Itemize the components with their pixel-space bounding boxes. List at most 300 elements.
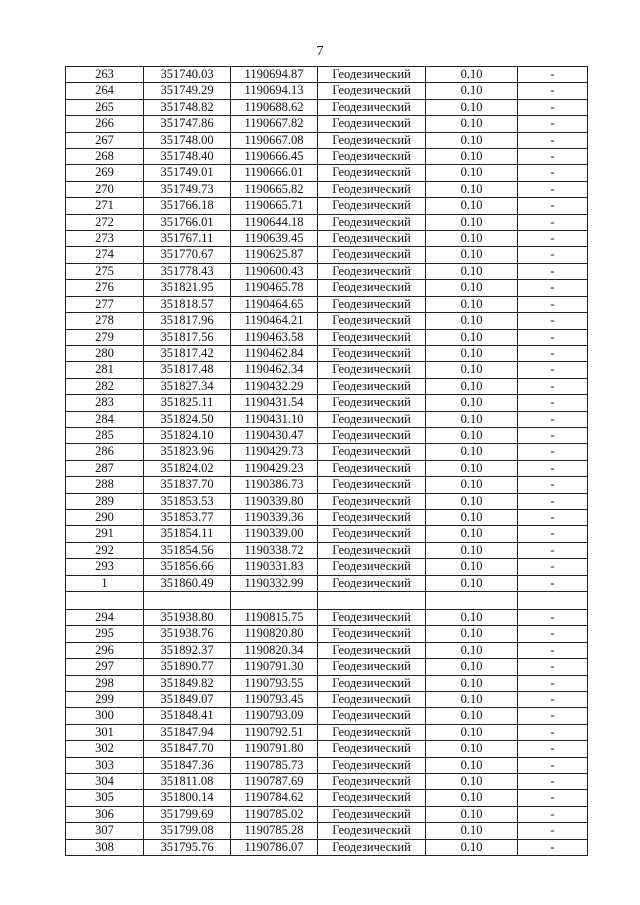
point-number-cell: 280: [66, 345, 144, 361]
method-cell: Геодезический: [318, 642, 426, 658]
accuracy-cell: 0.10: [426, 149, 518, 165]
x-coordinate-cell: 351837.70: [144, 477, 231, 493]
description-cell: -: [518, 231, 588, 247]
description-cell: -: [518, 675, 588, 691]
point-number-cell: 285: [66, 427, 144, 443]
description-cell: -: [518, 181, 588, 197]
point-number-cell: 263: [66, 67, 144, 83]
accuracy-cell: 0.10: [426, 181, 518, 197]
accuracy-cell: 0.10: [426, 214, 518, 230]
method-cell: Геодезический: [318, 542, 426, 558]
description-cell: -: [518, 790, 588, 806]
method-cell: Геодезический: [318, 83, 426, 99]
x-coordinate-cell: 351824.50: [144, 411, 231, 427]
table-row: [66, 626, 588, 642]
table-row: [66, 708, 588, 724]
x-coordinate-cell: 351795.76: [144, 839, 231, 855]
accuracy-cell: 0.10: [426, 642, 518, 658]
table-row: [66, 132, 588, 148]
point-number-cell: 264: [66, 83, 144, 99]
x-coordinate-cell: 351766.18: [144, 198, 231, 214]
point-number-cell: 1: [66, 575, 144, 591]
x-coordinate-cell: 351818.57: [144, 296, 231, 312]
description-cell: -: [518, 774, 588, 790]
y-coordinate-cell: 1190820.34: [231, 642, 318, 658]
x-coordinate-cell: 351890.77: [144, 659, 231, 675]
description-cell: -: [518, 132, 588, 148]
point-number-cell: 296: [66, 642, 144, 658]
x-coordinate-cell: 351823.96: [144, 444, 231, 460]
accuracy-cell: 0.10: [426, 329, 518, 345]
y-coordinate-cell: 1190785.73: [231, 757, 318, 773]
description-cell: -: [518, 757, 588, 773]
point-number-cell: 299: [66, 692, 144, 708]
coordinates-table: [65, 66, 588, 856]
x-coordinate-cell: 351817.96: [144, 313, 231, 329]
description-cell: -: [518, 692, 588, 708]
x-coordinate-cell: 351847.94: [144, 724, 231, 740]
y-coordinate-cell: 1190465.78: [231, 280, 318, 296]
y-coordinate-cell: 1190339.00: [231, 526, 318, 542]
y-coordinate-cell: 1190792.51: [231, 724, 318, 740]
x-coordinate-cell: 351824.02: [144, 460, 231, 476]
y-coordinate-cell: 1190787.69: [231, 774, 318, 790]
method-cell: Геодезический: [318, 559, 426, 575]
y-coordinate-cell: 1190666.45: [231, 149, 318, 165]
accuracy-cell: 0.10: [426, 575, 518, 591]
description-cell: -: [518, 575, 588, 591]
point-number-cell: 290: [66, 509, 144, 525]
table-row: [66, 774, 588, 790]
x-coordinate-cell: 351770.67: [144, 247, 231, 263]
table-row: [66, 99, 588, 115]
table-row: [66, 427, 588, 443]
x-coordinate-cell: 351817.56: [144, 329, 231, 345]
point-number-cell: 278: [66, 313, 144, 329]
table-row: [66, 575, 588, 591]
point-number-cell: 276: [66, 280, 144, 296]
method-cell: Геодезический: [318, 444, 426, 460]
y-coordinate-cell: 1190688.62: [231, 99, 318, 115]
description-cell: -: [518, 477, 588, 493]
method-cell: Геодезический: [318, 165, 426, 181]
accuracy-cell: 0.10: [426, 477, 518, 493]
x-coordinate-cell: 351799.69: [144, 806, 231, 822]
table-row: [66, 477, 588, 493]
y-coordinate-cell: 1190331.83: [231, 559, 318, 575]
description-cell: -: [518, 839, 588, 855]
description-cell: -: [518, 542, 588, 558]
table-row: [66, 839, 588, 855]
description-cell: -: [518, 559, 588, 575]
table-row: [66, 559, 588, 575]
accuracy-cell: 0.10: [426, 263, 518, 279]
table-row: [66, 165, 588, 181]
point-number-cell: 281: [66, 362, 144, 378]
x-coordinate-cell: 351748.82: [144, 99, 231, 115]
point-number-cell: 277: [66, 296, 144, 312]
table-row: [66, 542, 588, 558]
x-coordinate-cell: 351749.73: [144, 181, 231, 197]
separator-row: [66, 592, 588, 610]
accuracy-cell: 0.10: [426, 741, 518, 757]
accuracy-cell: 0.10: [426, 83, 518, 99]
point-number-cell: 271: [66, 198, 144, 214]
y-coordinate-cell: 1190793.45: [231, 692, 318, 708]
table-row: [66, 460, 588, 476]
accuracy-cell: 0.10: [426, 757, 518, 773]
table-row: [66, 83, 588, 99]
y-coordinate-cell: [231, 592, 318, 610]
x-coordinate-cell: 351938.76: [144, 626, 231, 642]
point-number-cell: 268: [66, 149, 144, 165]
y-coordinate-cell: 1190431.54: [231, 395, 318, 411]
table-row: [66, 345, 588, 361]
table-row: [66, 659, 588, 675]
y-coordinate-cell: 1190332.99: [231, 575, 318, 591]
x-coordinate-cell: 351799.08: [144, 823, 231, 839]
accuracy-cell: 0.10: [426, 839, 518, 855]
y-coordinate-cell: 1190785.02: [231, 806, 318, 822]
description-cell: -: [518, 395, 588, 411]
table-row: [66, 790, 588, 806]
y-coordinate-cell: 1190820.80: [231, 626, 318, 642]
table-row: [66, 198, 588, 214]
x-coordinate-cell: 351748.00: [144, 132, 231, 148]
x-coordinate-cell: 351860.49: [144, 575, 231, 591]
table-row: [66, 181, 588, 197]
accuracy-cell: 0.10: [426, 198, 518, 214]
y-coordinate-cell: 1190429.73: [231, 444, 318, 460]
method-cell: Геодезический: [318, 823, 426, 839]
description-cell: -: [518, 642, 588, 658]
y-coordinate-cell: 1190625.87: [231, 247, 318, 263]
x-coordinate-cell: 351817.48: [144, 362, 231, 378]
point-number-cell: 287: [66, 460, 144, 476]
method-cell: Геодезический: [318, 214, 426, 230]
x-coordinate-cell: 351747.86: [144, 116, 231, 132]
table-row: [66, 247, 588, 263]
x-coordinate-cell: 351854.11: [144, 526, 231, 542]
y-coordinate-cell: 1190339.80: [231, 493, 318, 509]
accuracy-cell: 0.10: [426, 559, 518, 575]
table-row: [66, 526, 588, 542]
method-cell: Геодезический: [318, 198, 426, 214]
description-cell: -: [518, 280, 588, 296]
point-number-cell: 301: [66, 724, 144, 740]
description-cell: -: [518, 296, 588, 312]
accuracy-cell: 0.10: [426, 692, 518, 708]
description-cell: -: [518, 493, 588, 509]
x-coordinate-cell: 351847.36: [144, 757, 231, 773]
description-cell: -: [518, 708, 588, 724]
table-row: [66, 724, 588, 740]
description-cell: [518, 592, 588, 610]
table-row: [66, 411, 588, 427]
method-cell: Геодезический: [318, 493, 426, 509]
x-coordinate-cell: 351767.11: [144, 231, 231, 247]
x-coordinate-cell: 351849.82: [144, 675, 231, 691]
x-coordinate-cell: 351800.14: [144, 790, 231, 806]
point-number-cell: 307: [66, 823, 144, 839]
description-cell: -: [518, 509, 588, 525]
table-row: [66, 313, 588, 329]
accuracy-cell: 0.10: [426, 99, 518, 115]
accuracy-cell: 0.10: [426, 460, 518, 476]
table-row: [66, 444, 588, 460]
y-coordinate-cell: 1190386.73: [231, 477, 318, 493]
method-cell: Геодезический: [318, 509, 426, 525]
table-row: [66, 395, 588, 411]
description-cell: -: [518, 378, 588, 394]
point-number-cell: 294: [66, 610, 144, 626]
y-coordinate-cell: 1190665.71: [231, 198, 318, 214]
method-cell: Геодезический: [318, 67, 426, 83]
accuracy-cell: 0.10: [426, 675, 518, 691]
point-number-cell: 272: [66, 214, 144, 230]
x-coordinate-cell: 351849.07: [144, 692, 231, 708]
method-cell: Геодезический: [318, 526, 426, 542]
method-cell: Геодезический: [318, 378, 426, 394]
point-number-cell: 286: [66, 444, 144, 460]
accuracy-cell: 0.10: [426, 362, 518, 378]
accuracy-cell: 0.10: [426, 444, 518, 460]
table-row: [66, 116, 588, 132]
table-row: [66, 675, 588, 691]
y-coordinate-cell: 1190694.87: [231, 67, 318, 83]
description-cell: -: [518, 806, 588, 822]
y-coordinate-cell: 1190431.10: [231, 411, 318, 427]
x-coordinate-cell: 351766.01: [144, 214, 231, 230]
point-number-cell: 289: [66, 493, 144, 509]
table-row: [66, 149, 588, 165]
accuracy-cell: 0.10: [426, 626, 518, 642]
description-cell: -: [518, 99, 588, 115]
x-coordinate-cell: 351824.10: [144, 427, 231, 443]
y-coordinate-cell: 1190600.43: [231, 263, 318, 279]
accuracy-cell: 0.10: [426, 774, 518, 790]
point-number-cell: 293: [66, 559, 144, 575]
method-cell: Геодезический: [318, 247, 426, 263]
point-number-cell: 270: [66, 181, 144, 197]
accuracy-cell: 0.10: [426, 313, 518, 329]
y-coordinate-cell: 1190793.55: [231, 675, 318, 691]
accuracy-cell: 0.10: [426, 345, 518, 361]
accuracy-cell: 0.10: [426, 526, 518, 542]
y-coordinate-cell: 1190462.84: [231, 345, 318, 361]
y-coordinate-cell: 1190430.47: [231, 427, 318, 443]
table-row: [66, 280, 588, 296]
method-cell: Геодезический: [318, 395, 426, 411]
method-cell: Геодезический: [318, 724, 426, 740]
method-cell: Геодезический: [318, 626, 426, 642]
method-cell: Геодезический: [318, 181, 426, 197]
y-coordinate-cell: 1190464.21: [231, 313, 318, 329]
method-cell: Геодезический: [318, 675, 426, 691]
accuracy-cell: 0.10: [426, 806, 518, 822]
y-coordinate-cell: 1190815.75: [231, 610, 318, 626]
x-coordinate-cell: 351825.11: [144, 395, 231, 411]
y-coordinate-cell: 1190463.58: [231, 329, 318, 345]
accuracy-cell: 0.10: [426, 411, 518, 427]
table-row: [66, 67, 588, 83]
method-cell: Геодезический: [318, 477, 426, 493]
accuracy-cell: 0.10: [426, 427, 518, 443]
x-coordinate-cell: 351740.03: [144, 67, 231, 83]
description-cell: -: [518, 724, 588, 740]
description-cell: -: [518, 526, 588, 542]
accuracy-cell: 0.10: [426, 659, 518, 675]
accuracy-cell: 0.10: [426, 132, 518, 148]
y-coordinate-cell: 1190667.82: [231, 116, 318, 132]
y-coordinate-cell: 1190432.29: [231, 378, 318, 394]
x-coordinate-cell: 351938.80: [144, 610, 231, 626]
description-cell: -: [518, 823, 588, 839]
x-coordinate-cell: 351749.01: [144, 165, 231, 181]
table-row: [66, 231, 588, 247]
method-cell: Геодезический: [318, 692, 426, 708]
method-cell: Геодезический: [318, 460, 426, 476]
table-row: [66, 757, 588, 773]
method-cell: Геодезический: [318, 116, 426, 132]
table-row: [66, 509, 588, 525]
accuracy-cell: 0.10: [426, 493, 518, 509]
method-cell: Геодезический: [318, 806, 426, 822]
accuracy-cell: [426, 592, 518, 610]
point-number-cell: [66, 592, 144, 610]
method-cell: Геодезический: [318, 659, 426, 675]
table-row: [66, 378, 588, 394]
x-coordinate-cell: 351892.37: [144, 642, 231, 658]
description-cell: -: [518, 116, 588, 132]
description-cell: -: [518, 626, 588, 642]
y-coordinate-cell: 1190784.62: [231, 790, 318, 806]
accuracy-cell: 0.10: [426, 724, 518, 740]
method-cell: Геодезический: [318, 296, 426, 312]
x-coordinate-cell: 351748.40: [144, 149, 231, 165]
x-coordinate-cell: 351853.53: [144, 493, 231, 509]
description-cell: -: [518, 165, 588, 181]
method-cell: Геодезический: [318, 329, 426, 345]
table-row: [66, 214, 588, 230]
point-number-cell: 273: [66, 231, 144, 247]
x-coordinate-cell: 351817.42: [144, 345, 231, 361]
description-cell: -: [518, 83, 588, 99]
table-row: [66, 741, 588, 757]
point-number-cell: 302: [66, 741, 144, 757]
description-cell: -: [518, 247, 588, 263]
y-coordinate-cell: 1190464.65: [231, 296, 318, 312]
y-coordinate-cell: 1190667.08: [231, 132, 318, 148]
method-cell: Геодезический: [318, 280, 426, 296]
description-cell: -: [518, 67, 588, 83]
point-number-cell: 292: [66, 542, 144, 558]
point-number-cell: 308: [66, 839, 144, 855]
point-number-cell: 306: [66, 806, 144, 822]
description-cell: -: [518, 329, 588, 345]
point-number-cell: 284: [66, 411, 144, 427]
description-cell: -: [518, 149, 588, 165]
method-cell: Геодезический: [318, 99, 426, 115]
method-cell: Геодезический: [318, 345, 426, 361]
y-coordinate-cell: 1190786.07: [231, 839, 318, 855]
x-coordinate-cell: 351847.70: [144, 741, 231, 757]
point-number-cell: 300: [66, 708, 144, 724]
x-coordinate-cell: 351778.43: [144, 263, 231, 279]
table-row: [66, 263, 588, 279]
table-row: [66, 296, 588, 312]
point-number-cell: 282: [66, 378, 144, 394]
accuracy-cell: 0.10: [426, 247, 518, 263]
accuracy-cell: 0.10: [426, 610, 518, 626]
y-coordinate-cell: 1190791.80: [231, 741, 318, 757]
accuracy-cell: 0.10: [426, 708, 518, 724]
method-cell: Геодезический: [318, 575, 426, 591]
accuracy-cell: 0.10: [426, 116, 518, 132]
method-cell: Геодезический: [318, 313, 426, 329]
table-row: [66, 493, 588, 509]
description-cell: -: [518, 427, 588, 443]
table-row: [66, 642, 588, 658]
description-cell: -: [518, 313, 588, 329]
y-coordinate-cell: 1190639.45: [231, 231, 318, 247]
accuracy-cell: 0.10: [426, 165, 518, 181]
accuracy-cell: 0.10: [426, 790, 518, 806]
description-cell: -: [518, 659, 588, 675]
accuracy-cell: 0.10: [426, 823, 518, 839]
description-cell: -: [518, 362, 588, 378]
accuracy-cell: 0.10: [426, 231, 518, 247]
point-number-cell: 274: [66, 247, 144, 263]
point-number-cell: 295: [66, 626, 144, 642]
method-cell: Геодезический: [318, 263, 426, 279]
point-number-cell: 288: [66, 477, 144, 493]
point-number-cell: 283: [66, 395, 144, 411]
table-row: [66, 362, 588, 378]
method-cell: Геодезический: [318, 839, 426, 855]
point-number-cell: 303: [66, 757, 144, 773]
point-number-cell: 291: [66, 526, 144, 542]
table-row: [66, 806, 588, 822]
accuracy-cell: 0.10: [426, 542, 518, 558]
y-coordinate-cell: 1190339.36: [231, 509, 318, 525]
description-cell: -: [518, 444, 588, 460]
table-row: [66, 610, 588, 626]
accuracy-cell: 0.10: [426, 280, 518, 296]
page-number: 7: [316, 44, 324, 59]
y-coordinate-cell: 1190791.30: [231, 659, 318, 675]
description-cell: -: [518, 741, 588, 757]
x-coordinate-cell: 351848.41: [144, 708, 231, 724]
accuracy-cell: 0.10: [426, 509, 518, 525]
table-row: [66, 692, 588, 708]
point-number-cell: 265: [66, 99, 144, 115]
x-coordinate-cell: 351853.77: [144, 509, 231, 525]
x-coordinate-cell: 351821.95: [144, 280, 231, 296]
method-cell: Геодезический: [318, 411, 426, 427]
x-coordinate-cell: 351811.08: [144, 774, 231, 790]
point-number-cell: 298: [66, 675, 144, 691]
accuracy-cell: 0.10: [426, 67, 518, 83]
x-coordinate-cell: 351827.34: [144, 378, 231, 394]
point-number-cell: 269: [66, 165, 144, 181]
method-cell: Геодезический: [318, 774, 426, 790]
point-number-cell: 266: [66, 116, 144, 132]
method-cell: Геодезический: [318, 741, 426, 757]
x-coordinate-cell: 351854.56: [144, 542, 231, 558]
point-number-cell: 275: [66, 263, 144, 279]
method-cell: Геодезический: [318, 427, 426, 443]
